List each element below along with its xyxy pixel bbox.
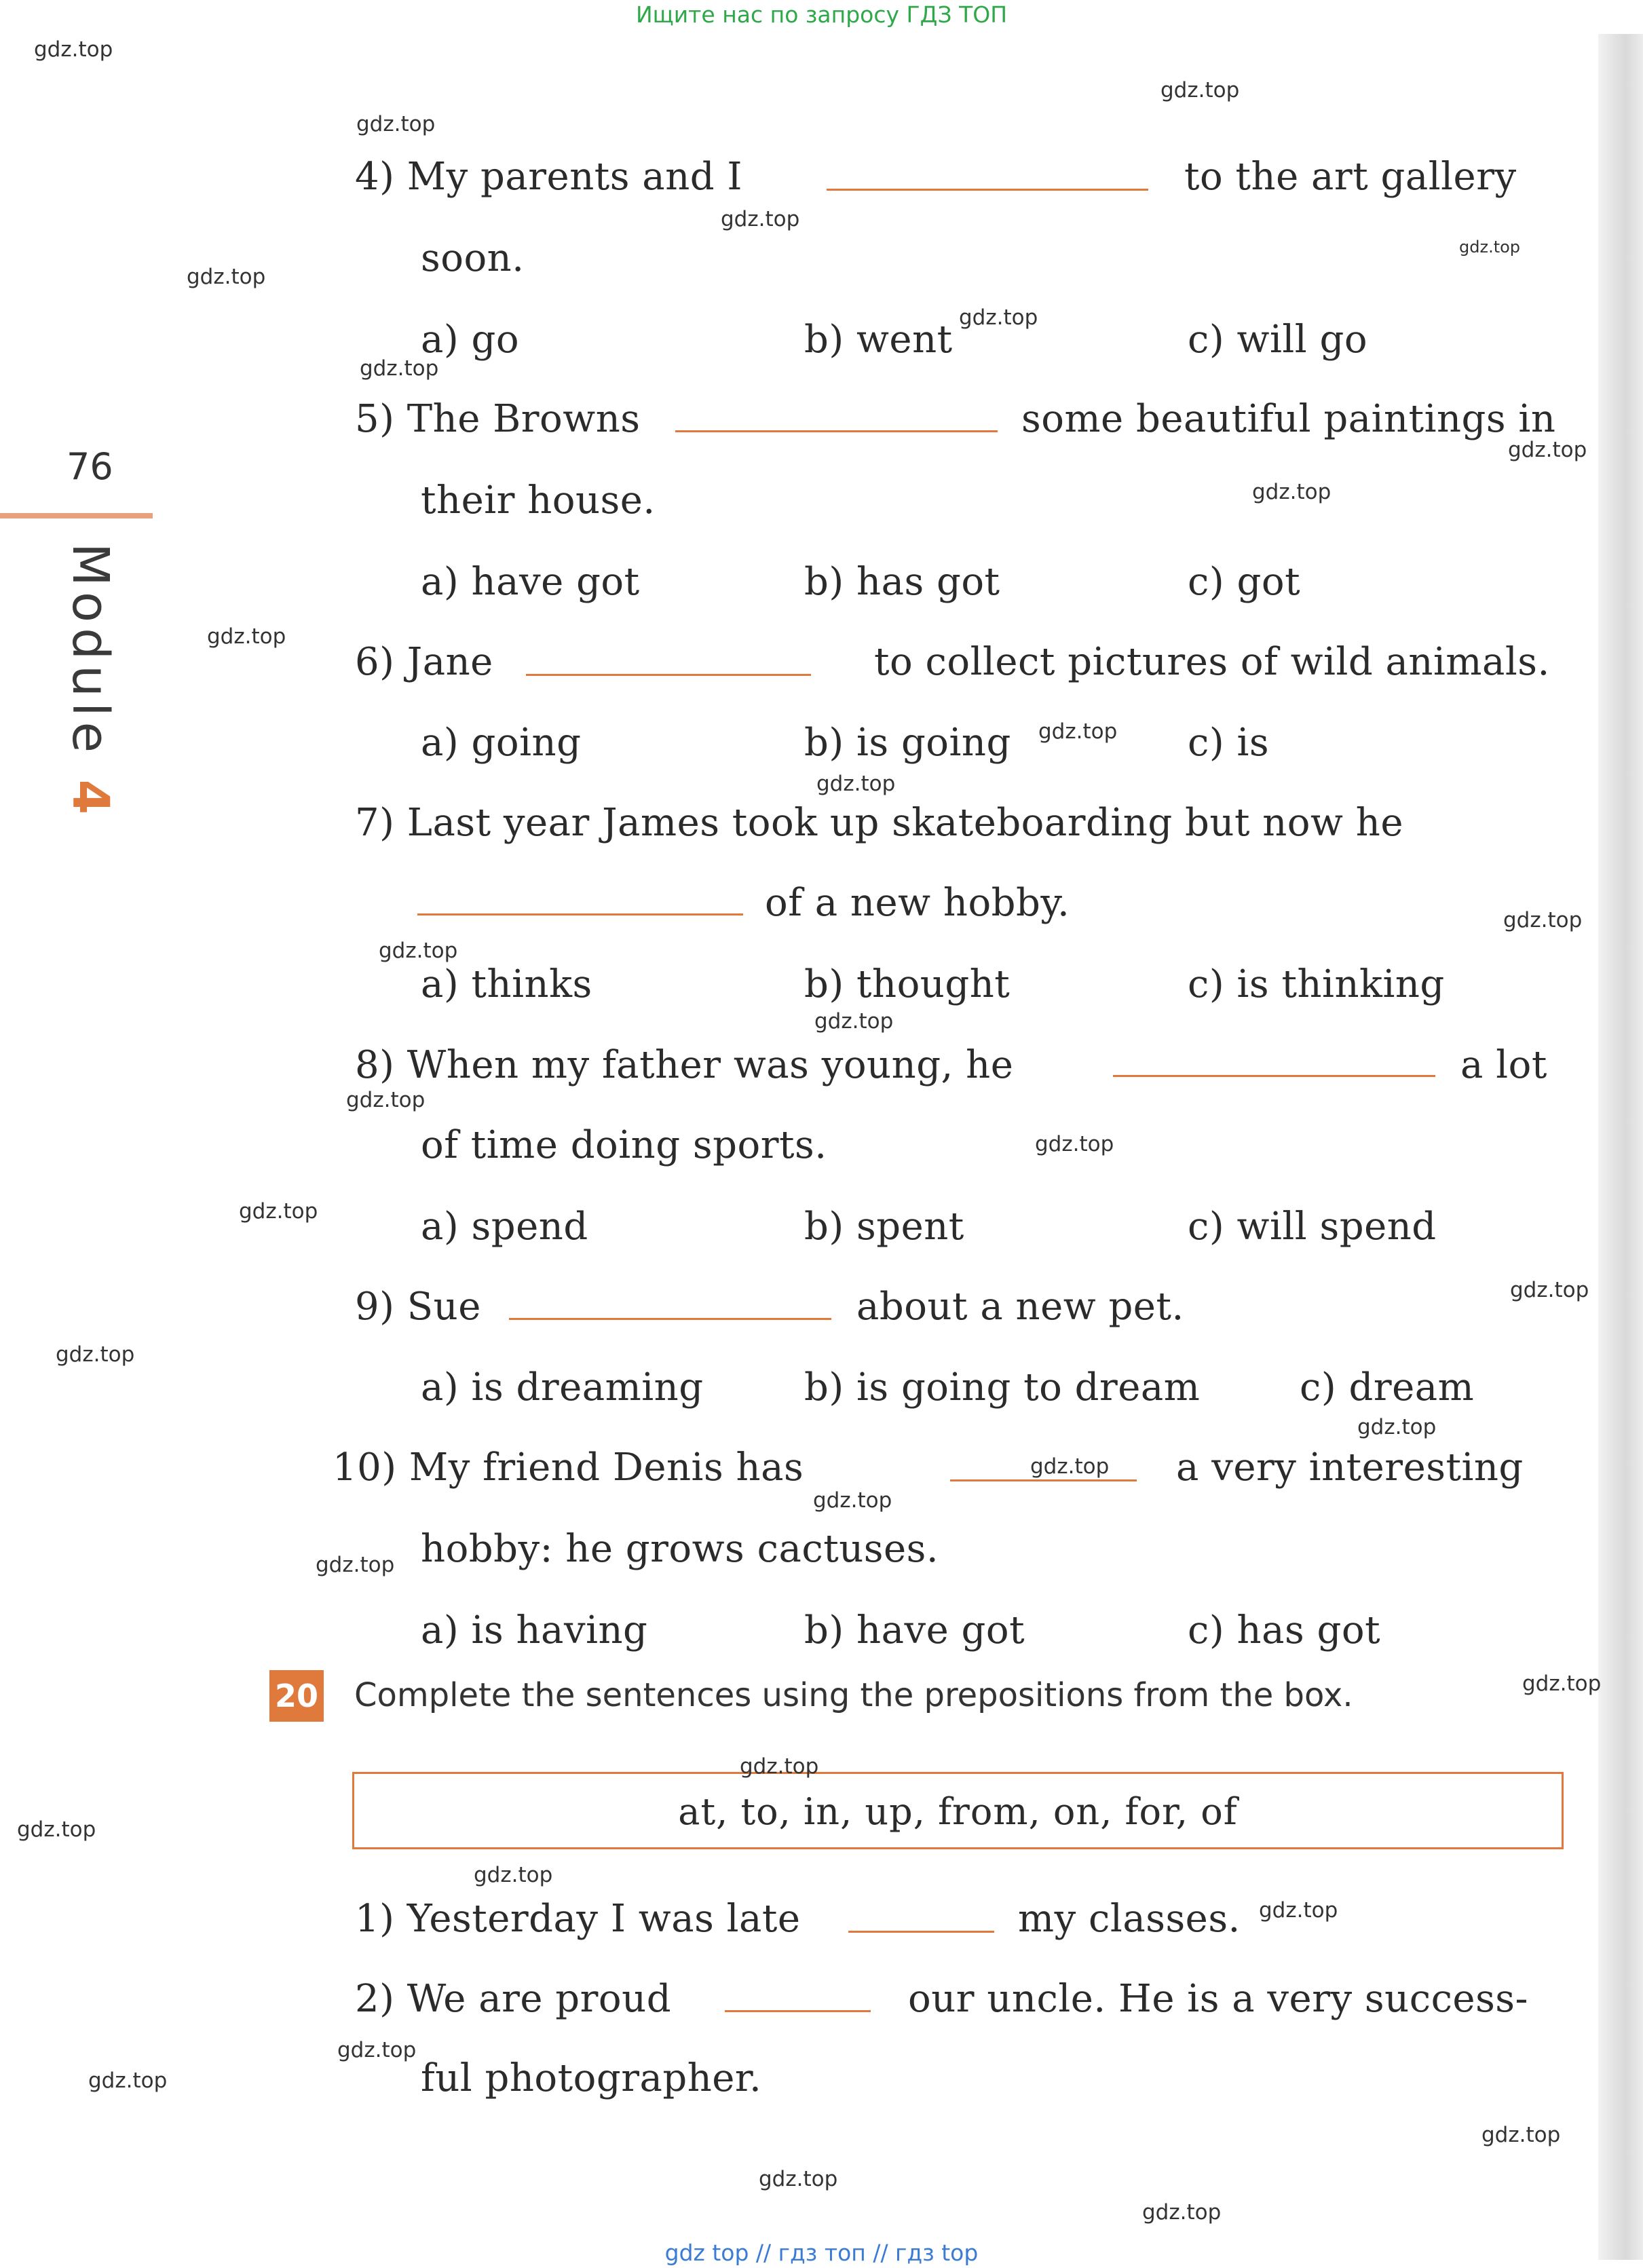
- answer-blank-9[interactable]: [509, 1318, 831, 1320]
- watermark: gdz.top: [759, 2167, 838, 2191]
- question-8-text-end: a lot: [1460, 1043, 1547, 1087]
- option-5b[interactable]: b) has got: [804, 560, 1000, 604]
- watermark: gdz.top: [346, 1088, 426, 1112]
- answer-blank-s2[interactable]: [725, 2010, 871, 2012]
- option-6b[interactable]: b) is going: [804, 721, 1011, 765]
- option-5c[interactable]: c) got: [1188, 560, 1301, 604]
- page-number: 76: [67, 445, 113, 488]
- watermark: gdz.top: [239, 1199, 318, 1224]
- question-8-text-cont: of time doing sports.: [421, 1123, 827, 1167]
- watermark: gdz.top: [1030, 1454, 1110, 1479]
- option-5a[interactable]: a) have got: [421, 560, 640, 604]
- option-7c[interactable]: c) is thinking: [1188, 962, 1445, 1006]
- answer-blank-7[interactable]: [417, 913, 743, 915]
- question-5-text-cont: their house.: [421, 478, 656, 523]
- option-4c[interactable]: c) will go: [1188, 318, 1368, 362]
- answer-blank-6[interactable]: [526, 674, 811, 676]
- watermark: gdz.top: [959, 305, 1038, 330]
- watermark: gdz.top: [816, 772, 896, 796]
- watermark: gdz.top: [1142, 2200, 1222, 2225]
- question-7-text-end: of a new hobby.: [765, 881, 1070, 925]
- question-8-text: 8) When my father was young, he: [355, 1043, 1014, 1087]
- watermark: gdz.top: [207, 624, 286, 649]
- watermark: gdz.top: [1252, 480, 1332, 504]
- watermark: gdz.top: [1522, 1671, 1602, 1696]
- exercise-number-badge: 20: [269, 1670, 324, 1722]
- watermark: gdz.top: [1481, 2123, 1561, 2147]
- sentence-2-text-end: our uncle. He is a very success-: [908, 1977, 1528, 2021]
- watermark: gdz.top: [474, 1863, 553, 1887]
- option-4a[interactable]: a) go: [421, 318, 520, 362]
- watermark: gdz.top: [1459, 238, 1521, 257]
- option-10b[interactable]: b) have got: [804, 1608, 1025, 1652]
- option-8b[interactable]: b) spent: [804, 1205, 964, 1249]
- question-7-text: 7) Last year James took up skateboarding but now he: [355, 801, 1403, 845]
- watermark: gdz.top: [1160, 78, 1240, 102]
- module-number: 4: [61, 779, 119, 820]
- question-6-text: 6) Jane: [355, 640, 493, 684]
- watermark: gdz.top: [88, 2068, 168, 2093]
- option-4b[interactable]: b) went: [804, 318, 953, 362]
- watermark: gdz.top: [1259, 1898, 1338, 1923]
- sentence-2-text: 2) We are proud: [355, 1977, 672, 2021]
- watermark: gdz.top: [379, 939, 458, 963]
- word-box-words: at, to, in, up, from, on, for, of: [678, 1790, 1238, 1833]
- watermark: gdz.top: [316, 1553, 395, 1577]
- question-9-text: 9) Sue: [355, 1285, 481, 1329]
- page-number-rule: [0, 513, 153, 518]
- watermark: gdz.top: [56, 1342, 135, 1367]
- bottom-banner[interactable]: gdz top // гдз топ // гдз top: [664, 2239, 979, 2266]
- option-9c[interactable]: c) dream: [1300, 1365, 1475, 1410]
- option-8c[interactable]: c) will spend: [1188, 1205, 1437, 1249]
- module-word: Module: [61, 543, 119, 780]
- option-10a[interactable]: a) is having: [421, 1608, 648, 1652]
- answer-blank-10[interactable]: [950, 1479, 1137, 1481]
- question-5-text-end: some beautiful paintings in: [1021, 397, 1556, 441]
- word-box: [352, 1772, 1564, 1849]
- option-8a[interactable]: a) spend: [421, 1205, 588, 1249]
- answer-blank-8[interactable]: [1113, 1075, 1435, 1077]
- question-5-text: 5) The Browns: [355, 397, 641, 441]
- question-6-text-end: to collect pictures of wild animals.: [874, 640, 1550, 684]
- option-7b[interactable]: b) thought: [804, 962, 1011, 1006]
- watermark: gdz.top: [360, 356, 439, 381]
- sentence-2-text-cont: ful photographer.: [421, 2056, 762, 2100]
- watermark: gdz.top: [187, 265, 266, 289]
- question-9-text-end: about a new pet.: [856, 1285, 1184, 1329]
- watermark: gdz.top: [34, 37, 113, 62]
- watermark: gdz.top: [1508, 438, 1587, 462]
- answer-blank-4[interactable]: [827, 189, 1148, 191]
- question-4-text-cont: soon.: [421, 236, 525, 280]
- watermark: gdz.top: [356, 112, 436, 136]
- question-10-text-end: a very interesting: [1176, 1445, 1524, 1490]
- question-10-text: 10) My friend Denis has: [333, 1445, 804, 1490]
- option-9a[interactable]: a) is dreaming: [421, 1365, 704, 1410]
- watermark: gdz.top: [1038, 719, 1118, 744]
- option-6c[interactable]: c) is: [1188, 721, 1270, 765]
- exercise-instruction: Complete the sentences using the prepositions from the box.: [354, 1676, 1353, 1714]
- watermark: gdz.top: [740, 1754, 819, 1779]
- question-4-text-end: to the art gallery: [1184, 155, 1517, 199]
- option-6a[interactable]: a) going: [421, 721, 582, 765]
- question-4-text: 4) My parents and I: [355, 155, 743, 199]
- watermark: gdz.top: [337, 2038, 417, 2062]
- watermark: gdz.top: [1510, 1278, 1589, 1302]
- answer-blank-s1[interactable]: [848, 1931, 994, 1933]
- watermark: gdz.top: [17, 1817, 96, 1842]
- watermark: gdz.top: [721, 207, 800, 231]
- option-9b[interactable]: b) is going to dream: [804, 1365, 1201, 1410]
- sentence-1-text: 1) Yesterday I was late: [355, 1897, 801, 1941]
- watermark: gdz.top: [1035, 1132, 1114, 1156]
- question-10-text-cont: hobby: he grows cactuses.: [421, 1527, 939, 1571]
- sentence-1-text-end: my classes.: [1018, 1897, 1241, 1941]
- top-banner[interactable]: Ищите нас по запросу ГДЗ ТОП: [635, 1, 1008, 28]
- option-7a[interactable]: a) thinks: [421, 962, 592, 1006]
- module-label: [61, 543, 119, 820]
- watermark: gdz.top: [814, 1009, 894, 1034]
- watermark: gdz.top: [1357, 1415, 1437, 1439]
- watermark: gdz.top: [1503, 908, 1583, 932]
- option-10c[interactable]: c) has got: [1188, 1608, 1381, 1652]
- watermark: gdz.top: [813, 1488, 892, 1513]
- page-edge-shadow: [1598, 34, 1643, 2260]
- answer-blank-5[interactable]: [675, 430, 998, 432]
